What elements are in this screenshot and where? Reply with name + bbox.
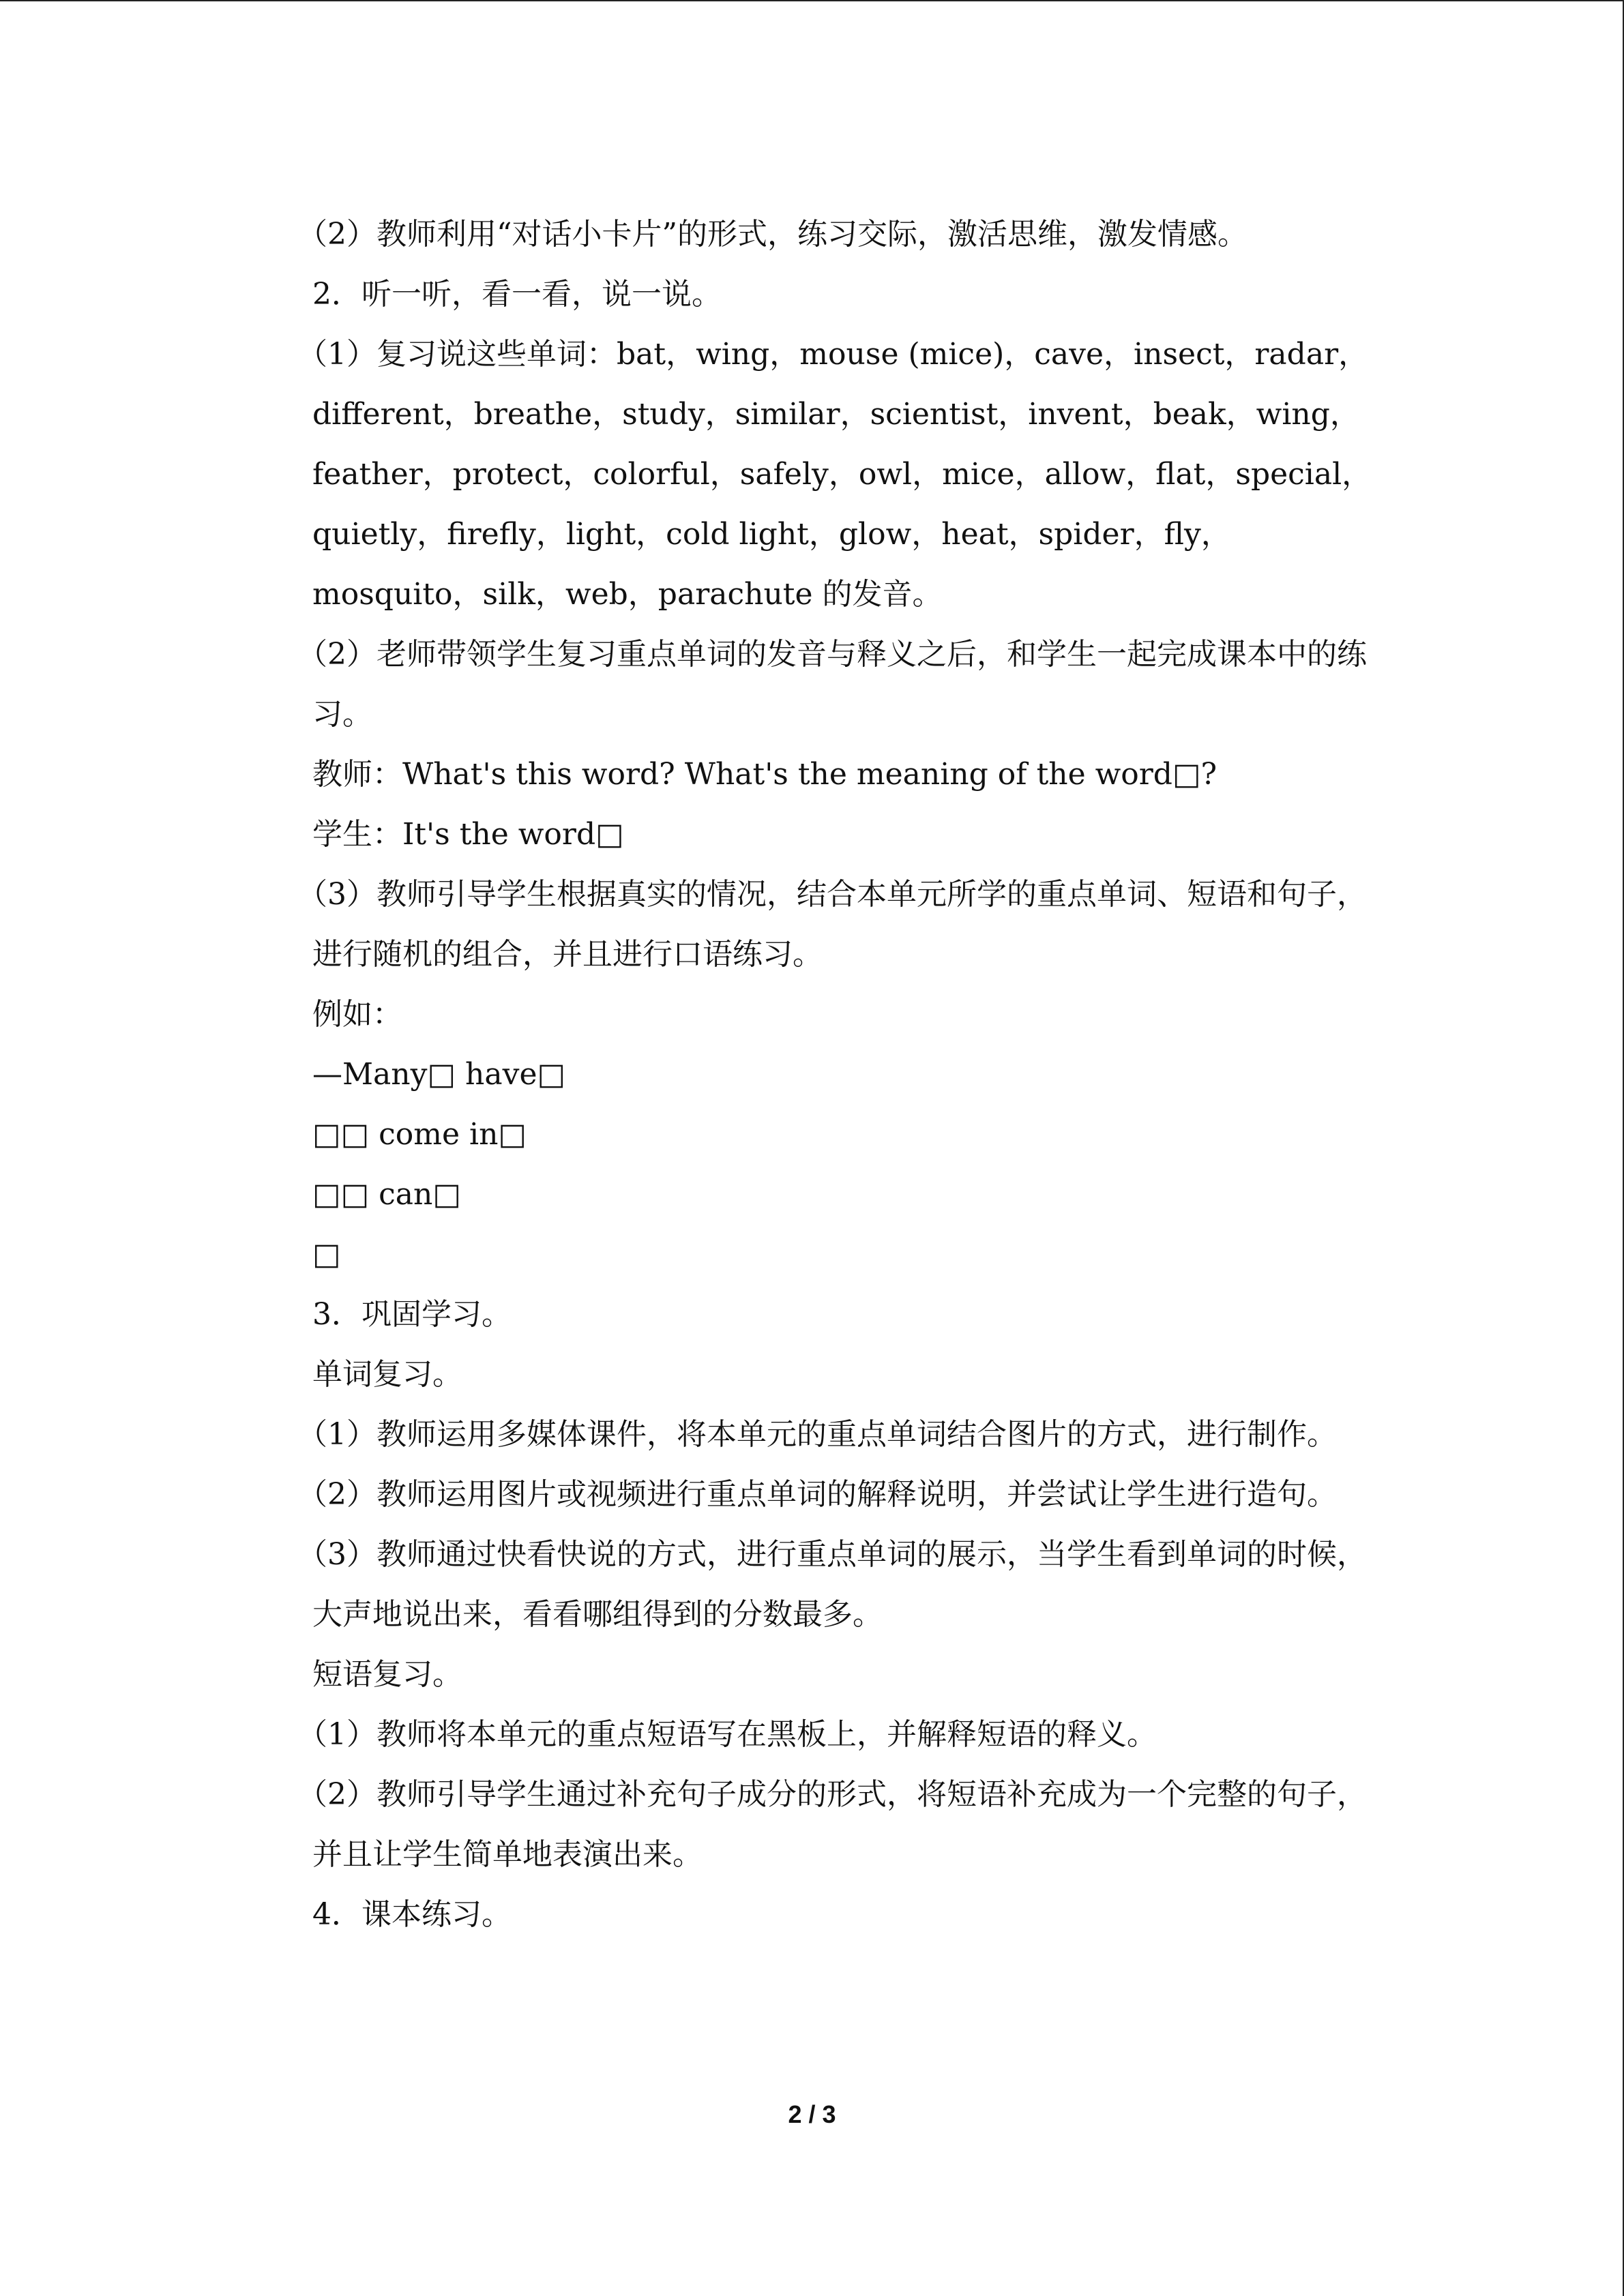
example-line: —Many□ have□ (312, 1057, 566, 1092)
section-heading: 2．听一听，看一看，说一说。 (312, 277, 722, 312)
example-label: 例如： (312, 997, 402, 1032)
example-line: □□ can□ (312, 1177, 461, 1212)
paragraph: （3）教师通过快看快说的方式，进行重点单词的展示，当学生看到单词的时候，大声地说出来，看看哪组得到的分数最多。 (297, 1537, 1367, 1632)
document-body (247, 205, 1378, 1945)
paragraph: （1）教师将本单元的重点短语写在黑板上，并解释短语的释义。 (297, 1717, 1157, 1752)
subsection-heading: 短语复习。 (312, 1657, 462, 1692)
section-heading: 3．巩固学习。 (312, 1297, 512, 1332)
page-top-border (0, 0, 1623, 1)
paragraph: （2）老师带领学生复习重点单词的发音与释义之后，和学生一起完成课本中的练习。 (297, 637, 1367, 732)
paragraph: （1）教师运用多媒体课件，将本单元的重点单词结合图片的方式，进行制作。 (297, 1417, 1337, 1452)
subsection-heading: 单词复习。 (312, 1357, 462, 1392)
paragraph: （2）教师运用图片或视频进行重点单词的解释说明，并尝试让学生进行造句。 (297, 1477, 1337, 1512)
paragraph: （3）教师引导学生根据真实的情况，结合本单元所学的重点单词、短语和句子，进行随机的组合，并且进行口语练习。 (297, 877, 1367, 972)
page-number: 2 / 3 (788, 2100, 836, 2128)
dialogue-line: 教师：What's this word? What's the meaning of the word□? (312, 757, 1217, 792)
section-heading: 4．课本练习。 (312, 1897, 512, 1932)
paragraph: （1）复习说这些单词：bat，wing，mouse (mice)，cave，insect，radar，different，breathe，study，similar，scientist，invent，beak，wing，feather，protect，colorful，safely，owl，mice，allow，flat，special，quietly，firefly，light，cold light，glow，heat，spider，fly，mosquito，silk，web，parachute 的发音。 (297, 337, 1372, 612)
paragraph: （2）教师利用“对话小卡片”的形式，练习交际，激活思维，激发情感。 (297, 217, 1247, 252)
dialogue-line: 学生：It's the word□ (312, 817, 624, 852)
example-line: □ (312, 1237, 341, 1272)
paragraph: （2）教师引导学生通过补充句子成分的形式，将短语补充成为一个完整的句子，并且让学生简单地表演出来。 (297, 1777, 1367, 1872)
example-line: □□ come in□ (312, 1117, 527, 1152)
